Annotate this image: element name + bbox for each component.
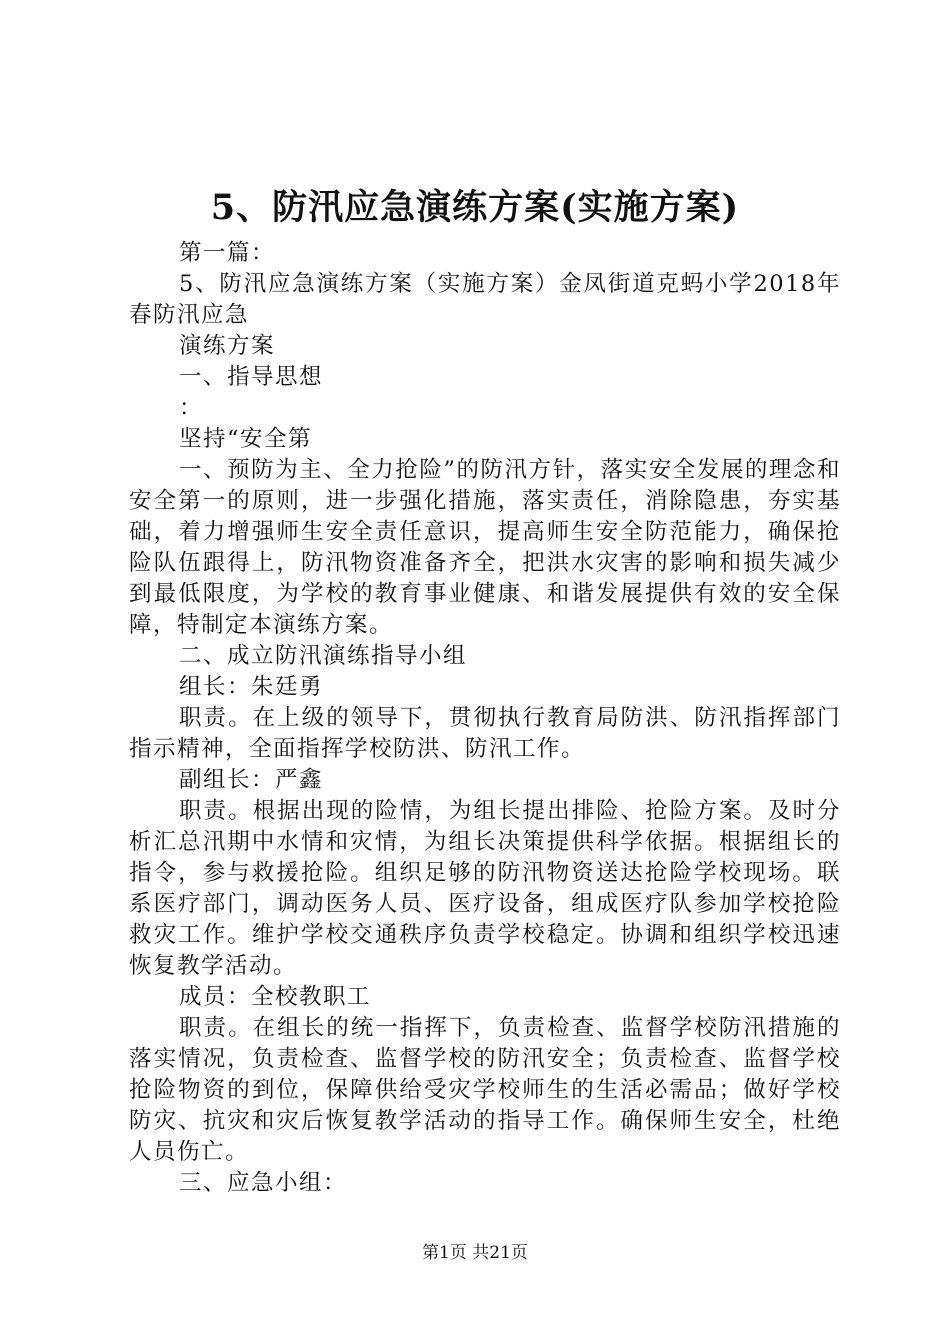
paragraph: 成员：全校教职工	[179, 984, 372, 1010]
section-heading: 一、指导思想	[179, 364, 324, 390]
page-footer: 第1页 共21页	[422, 1243, 528, 1263]
paragraph: 职责。在上级的领导下，贯彻执行教育局防洪、防汛指挥部门指示精神，全面指挥学校防洪、防汛工作。	[129, 705, 841, 762]
paragraph: 副组长：严鑫	[179, 767, 324, 793]
paragraph: 演练方案	[179, 333, 276, 359]
document-title: 5、防汛应急演练方案(实施方案)	[210, 187, 740, 228]
document-body	[129, 238, 841, 1199]
paragraph: 坚持“安全第	[179, 426, 313, 452]
section-heading: 三、应急小组：	[179, 1170, 348, 1196]
section-heading: 第一篇：	[179, 240, 276, 266]
paragraph: 职责。在组长的统一指挥下，负责检查、监督学校防汛措施的落实情况，负责检查、监督学校的防汛安全；负责检查、监督学校抢险物资的到位，保障供给受灾学校师生的生活必需品；做好学校防灾、抗灾和灾后恢复教学活动的指导工作。确保师生安全，杜绝人员伤亡。	[129, 1015, 841, 1165]
section-heading: 二、成立防汛演练指导小组	[179, 643, 468, 669]
paragraph: 组长：朱廷勇	[179, 674, 324, 700]
paragraph: 一、预防为主、全力抢险”的防汛方针，落实安全发展的理念和安全第一的原则，进一步强化措施，落实责任，消除隐患，夯实基础，着力增强师生安全责任意识，提高师生安全防范能力，确保抢险队伍跟得上，防汛物资准备齐全，把洪水灾害的影响和损失减少到最低限度，为学校的教育事业健康、和谐发展提供有效的安全保障，特制定本演练方案。	[129, 457, 841, 638]
paragraph: 5、防汛应急演练方案（实施方案）金凤街道克蚂小学2018年春防汛应急	[129, 271, 841, 328]
paragraph: 职责。根据出现的险情，为组长提出排险、抢险方案。及时分析汇总汛期中水情和灾情，为组长决策提供科学依据。根据组长的指令，参与救援抢险。组织足够的防汛物资送达抢险学校现场。联系医疗部门，调动医务人员、医疗设备，组成医疗队参加学校抢险救灾工作。维护学校交通秩序负责学校稳定。协调和组织学校迅速恢复教学活动。	[129, 798, 841, 979]
paragraph: ：	[179, 395, 204, 421]
